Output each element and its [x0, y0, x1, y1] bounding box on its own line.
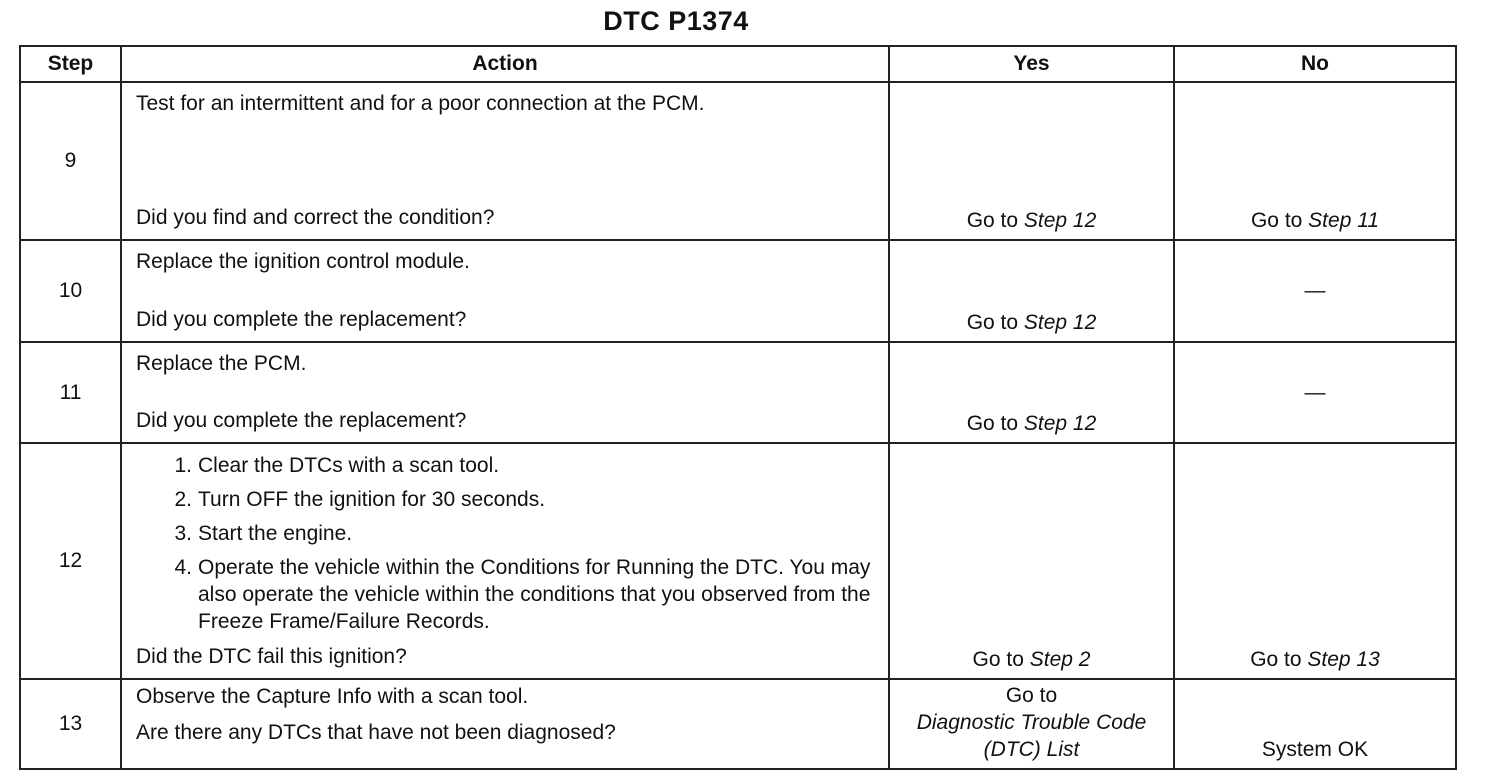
header-no: No [1174, 46, 1456, 82]
yes-prefix: Go to [972, 648, 1030, 671]
yes-cell [889, 679, 1174, 769]
action-text: Replace the ignition control module. [136, 250, 470, 273]
action-question: Are there any DTCs that have not been diagnosed? [136, 721, 616, 744]
action-cell [121, 240, 889, 342]
no-prefix: Go to [1250, 648, 1308, 671]
action-cell [121, 679, 889, 769]
table-row [20, 342, 1456, 443]
action-question: Did you complete the replacement? [136, 308, 467, 331]
dtc-table [19, 45, 1457, 770]
yes-prefix: Go to [1005, 684, 1058, 707]
no-prefix: Go to [1250, 209, 1309, 232]
action-cell [121, 443, 889, 679]
action-cell [121, 342, 889, 443]
table-row [20, 679, 1456, 769]
action-question: Did you find and correct the condition? [136, 206, 495, 229]
yes-prefix: Go to [966, 412, 1024, 435]
list-item: 1. Clear the DTCs with a scan tool. [174, 454, 500, 477]
no-cell: — [1174, 240, 1456, 342]
yes-step-link[interactable]: Step 12 [1023, 412, 1097, 435]
yes-cell [889, 240, 1174, 342]
table-row [20, 240, 1456, 342]
no-step-link[interactable]: Step 11 [1308, 209, 1380, 232]
header-yes: Yes [889, 46, 1174, 82]
step-number: 13 [20, 679, 121, 769]
no-cell: — [1174, 342, 1456, 443]
step-number: 10 [20, 240, 121, 342]
yes-cell [889, 82, 1174, 240]
list-item: 4. Operate the vehicle within the Conditions for Running the DTC. You may also operate the vehicle within the conditions that you observed from the Freeze Frame/Failure Records. [174, 556, 871, 633]
no-step-link[interactable]: Step 13 [1307, 648, 1380, 671]
action-text: Test for an intermittent and for a poor connection at the PCM. [136, 92, 705, 115]
action-text: Observe the Capture Info with a scan tool. [136, 685, 529, 708]
no-cell [1174, 82, 1456, 240]
header-row [20, 46, 1456, 82]
table-row [20, 82, 1456, 240]
yes-step-link[interactable]: Step 12 [1023, 311, 1097, 334]
action-cell [121, 82, 889, 240]
yes-cell [889, 342, 1174, 443]
no-cell [1174, 443, 1456, 679]
yes-step-link[interactable]: Step 2 [1029, 648, 1091, 671]
yes-dtc-list-link[interactable]: Diagnostic Trouble Code (DTC) List [916, 711, 1147, 761]
yes-prefix: Go to [966, 209, 1024, 232]
yes-prefix: Go to [966, 311, 1024, 334]
yes-step-link[interactable]: Step 12 [1023, 209, 1097, 232]
table-row [20, 443, 1456, 679]
action-text: Replace the PCM. [136, 352, 307, 375]
step-number: 9 [20, 82, 121, 240]
list-item: 3. Start the engine. [174, 522, 353, 545]
action-question: Did you complete the replacement? [136, 409, 467, 432]
step-number: 11 [20, 342, 121, 443]
list-item: 2. Turn OFF the ignition for 30 seconds. [174, 488, 546, 511]
page-title: DTC P1374 [603, 6, 749, 36]
step-number: 12 [20, 443, 121, 679]
header-action: Action [121, 46, 889, 82]
header-step: Step [20, 46, 121, 82]
no-cell: System OK [1174, 679, 1456, 769]
action-question: Did the DTC fail this ignition? [136, 645, 407, 668]
yes-cell [889, 443, 1174, 679]
substep-list [136, 452, 876, 635]
